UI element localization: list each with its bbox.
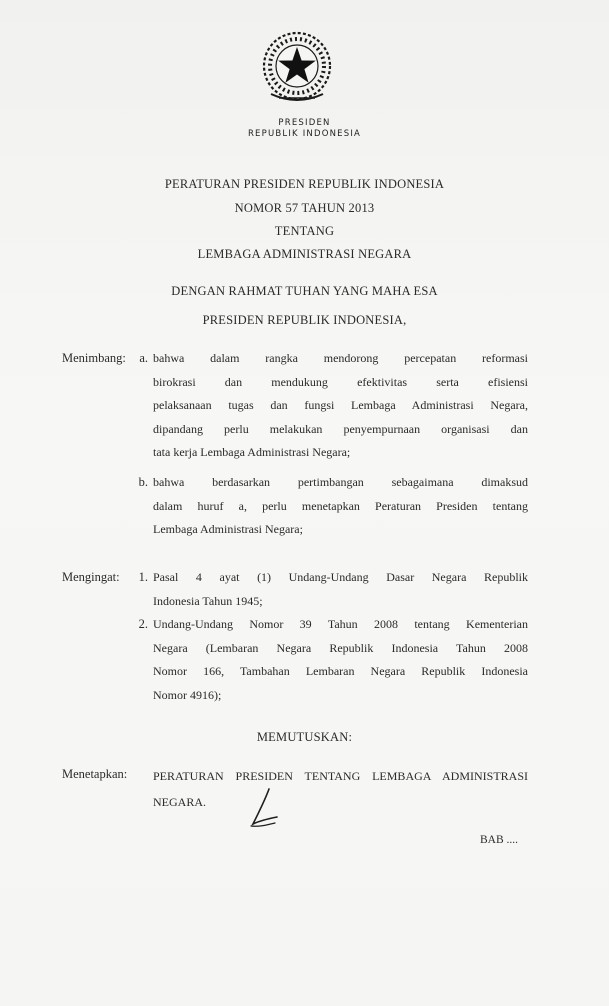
text-line: Nomor 166, Tambahan Lembaran Negara Republik Indonesia <box>153 664 528 679</box>
regulation-number: NOMOR 57 TAHUN 2013 <box>234 201 375 215</box>
menimbang-item-b <box>153 471 528 542</box>
issuer: PRESIDEN REPUBLIK INDONESIA, <box>202 313 407 327</box>
mengingat-item-1 <box>153 566 528 613</box>
text-line: Lembaga Administrasi Negara; <box>153 522 303 537</box>
decision-heading: MEMUTUSKAN: <box>256 730 353 744</box>
text-line: Undang-Undang Nomor 39 Tahun 2008 tentang Kementerian <box>153 617 528 631</box>
next-page-catchword: BAB .... <box>480 834 519 846</box>
text-line: bahwa berdasarkan pertimbangan sebagaimana dimaksud <box>153 475 528 489</box>
institution-line-1: PRESIDEN <box>278 118 331 128</box>
text-line: pelaksanaan tugas dan fungsi Lembaga Administrasi Negara, <box>153 398 528 413</box>
text-line: Indonesia Tahun 1945; <box>153 593 263 608</box>
menimbang-item-a <box>153 347 528 465</box>
text-line: NEGARA. <box>153 795 206 809</box>
regulation-about: TENTANG <box>274 224 335 238</box>
text-line: Negara (Lembaran Negara Republik Indonesia Tahun 2008 <box>153 640 528 655</box>
text-line: Pasal 4 ayat (1) Undang-Undang Dasar Negara Republik <box>153 570 528 584</box>
institution-line-2: REPUBLIK INDONESIA <box>247 129 362 139</box>
mengingat-item-2 <box>153 613 528 707</box>
regulation-title: PERATURAN PRESIDEN REPUBLIK INDONESIA <box>164 177 445 191</box>
text-line: tata kerja Lembaga Administrasi Negara; <box>153 445 351 460</box>
menetapkan-label: Menetapkan: <box>62 767 128 781</box>
regulation-subject: LEMBAGA ADMINISTRASI NEGARA <box>197 247 412 261</box>
mengingat-marker-2: 2. <box>138 617 148 631</box>
text-line: dalam huruf a, perlu menetapkan Peraturan Presiden tentang <box>153 498 528 513</box>
mengingat-marker-1: 1. <box>138 570 148 584</box>
text-line: Nomor 4916); <box>153 687 222 702</box>
menimbang-marker-b: b. <box>138 475 148 489</box>
garuda-star-emblem-icon <box>259 28 335 106</box>
text-line: birokrasi dan mendukung efektivitas serta efisiensi <box>153 374 528 389</box>
paraf-signature-icon <box>245 786 285 832</box>
text-line: dipandang perlu melakukan penyempurnaan organisasi dan <box>153 421 528 436</box>
text-line: bahwa dalam rangka mendorong percepatan reformasi <box>153 351 528 365</box>
text-line: PERATURAN PRESIDEN TENTANG LEMBAGA ADMINISTRASI <box>153 769 528 783</box>
invocation: DENGAN RAHMAT TUHAN YANG MAHA ESA <box>171 284 438 298</box>
menimbang-label: Menimbang: <box>62 351 126 365</box>
mengingat-label: Mengingat: <box>62 570 120 584</box>
decision-body <box>153 763 528 815</box>
menimbang-marker-a: a. <box>139 351 148 365</box>
